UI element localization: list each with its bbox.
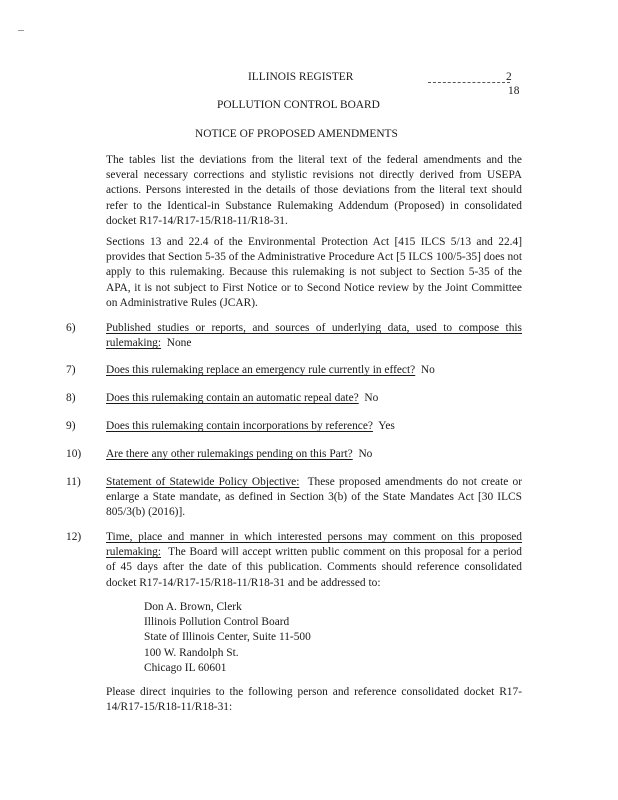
item-number: 8) — [66, 392, 76, 404]
paragraph-apa-exemption: Sections 13 and 22.4 of the Environmental Protection Act [415 ILCS 5/13 and 22.4] provides that Section 5-35 of the Administrative Procedure Act [5 ILCS 100/5-35] does not apply to this rulemaking. Because this rulemaking is not subject to Section 5-35 of the APA, it is not subject to First Notice or to Second Notice review by the Joint Committee on Administrative Rules (JCAR). — [106, 236, 523, 309]
item-number: 10) — [66, 448, 82, 460]
item-answer: No — [364, 392, 379, 404]
item-number: 12) — [66, 531, 82, 543]
item-question: Are there any other rulemakings pending on this Part? — [106, 448, 353, 460]
list-item — [66, 530, 522, 591]
list-item — [66, 419, 522, 434]
list-item — [66, 475, 522, 521]
item-question: Does this rulemaking replace an emergency rule currently in effect? — [106, 364, 416, 376]
board-title: POLLUTION CONTROL BOARD — [217, 99, 380, 111]
item-question: Time, place and manner in which interested persons may comment on this proposed rulemaking: — [106, 531, 522, 559]
header-rule — [428, 82, 510, 83]
address-line: Illinois Pollution Control Board — [144, 616, 290, 629]
list-item — [66, 363, 522, 378]
address-line: Don A. Brown, Clerk — [144, 601, 242, 613]
item-question: Does this rulemaking contain an automatic repeal date? — [106, 392, 359, 404]
list-item — [66, 391, 522, 406]
item-answer: The Board will accept written public comment on this proposal for a period of 45 days after the date of this publication. Comments should reference consolidated docket R17-14/R17-15/R18-11/R18-31 and be addressed to: — [106, 546, 522, 589]
page-number: 2 — [506, 71, 512, 83]
item-number: 11) — [66, 476, 81, 488]
item-answer: Yes — [378, 420, 395, 432]
notice-title: NOTICE OF PROPOSED AMENDMENTS — [195, 128, 398, 140]
item-answer: No — [358, 448, 373, 460]
item-number: 6) — [66, 322, 76, 334]
item-answer: No — [420, 364, 435, 376]
clerk-address-block — [144, 600, 311, 676]
scan-artifact-mark — [18, 30, 24, 31]
item-number: 7) — [66, 364, 76, 376]
address-line: Chicago IL 60601 — [144, 661, 227, 674]
address-line: State of Illinois Center, Suite 11-500 — [144, 631, 311, 644]
list-item — [66, 321, 522, 351]
list-item — [66, 447, 522, 462]
item-question: Does this rulemaking contain incorporations by reference? — [106, 420, 373, 432]
item-question: Statement of Statewide Policy Objective: — [106, 476, 300, 488]
item-answer: None — [166, 337, 192, 350]
register-title: ILLINOIS REGISTER — [248, 71, 354, 83]
item-question: Published studies or reports, and sources of underlying data, used to compose this rulemaking: — [106, 322, 522, 350]
closing-paragraph: Please direct inquiries to the following person and reference consolidated docket R17-14/R17-15/R18-11/R18-31: — [106, 686, 522, 714]
item-number: 9) — [66, 420, 76, 432]
volume-number: 18 — [508, 85, 520, 97]
item-answer: These proposed amendments do not create or enlarge a State mandate, as defined in Section 3(b) of the State Mandates Act [30 ILCS 805/3(b) (2016)]. — [106, 476, 522, 519]
address-line: 100 W. Randolph St. — [144, 646, 239, 659]
paragraph-deviations: The tables list the deviations from the literal text of the federal amendments and the several necessary corrections and stylistic revisions not directly derived from USEPA actions. Persons interested in the details of those deviations from the literal text should refer to the Identical-in Substance Rulemaking Addendum (Proposed) in consolidated docket R17-14/R17-15/R18-11/R18-31. — [106, 154, 522, 227]
